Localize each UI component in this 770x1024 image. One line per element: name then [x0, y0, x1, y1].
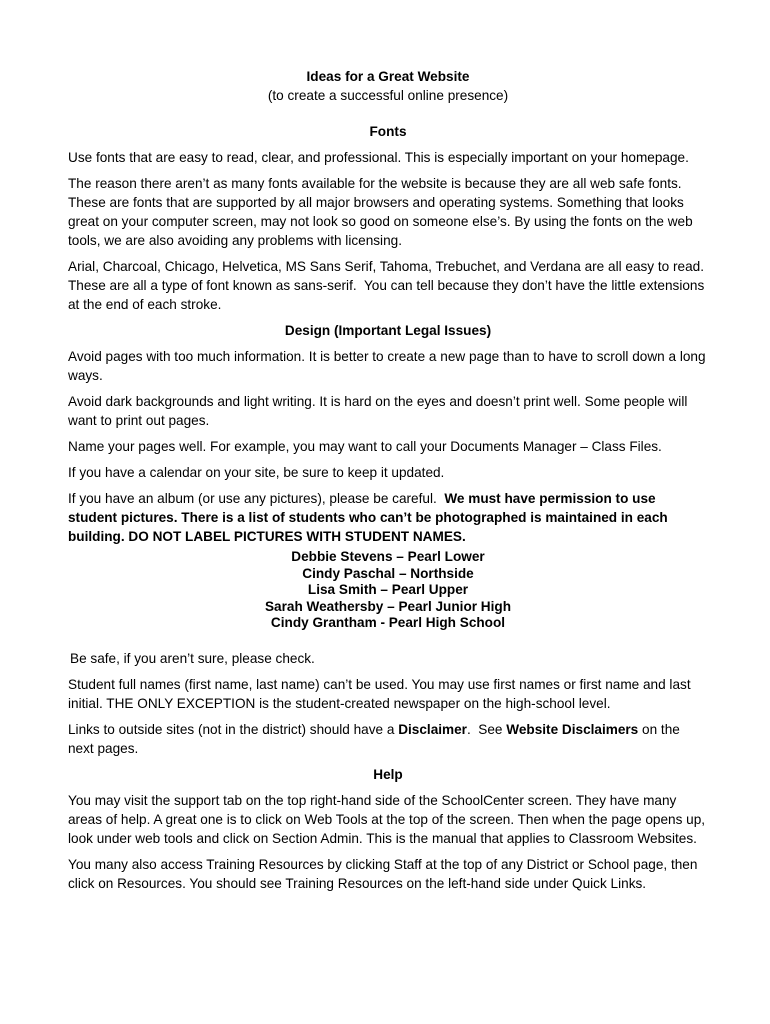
links-disclaimer-paragraph — [68, 720, 708, 758]
contact-entry: Cindy Grantham - Pearl High School — [270, 615, 506, 630]
safe-note: Be safe, if you aren’t sure, please check. — [70, 650, 315, 666]
pictures-caution-text: If you have an album (or use any pictures), please be careful. — [68, 491, 445, 506]
design-paragraph-4: If you have a calendar on your site, be sure to keep it updated. — [68, 465, 445, 480]
design-paragraph-1: Avoid pages with too much information. It is better to create a new page than to have to scroll down a long ways. — [68, 349, 706, 383]
document-body — [68, 67, 719, 900]
help-paragraph-2: You many also access Training Resources by clicking Staff at the top of any District or School page, then click on Resources. You should see Training Resources on the left-hand side under Quick Links. — [68, 856, 698, 891]
disclaimer-term: Disclaimer — [398, 721, 467, 737]
student-names-paragraph: Student full names (first name, last name) can’t be used. You may use first names or first name and last initial. THE ONLY EXCEPTION is the student-created newspaper on the high-school level. — [68, 676, 691, 711]
contact-entry: Sarah Weathersby – Pearl Junior High — [264, 598, 512, 614]
document-title: Ideas for a Great Website — [306, 69, 470, 84]
fonts-heading: Fonts — [369, 124, 407, 139]
links-text-e: on the next pages. — [68, 721, 680, 756]
fonts-paragraph-3: Arial, Charcoal, Chicago, Helvetica, MS Sans Serif, Tahoma, Trebuchet, and Verdana are all easy to read. These are all a type of font known as sans-serif. You can tell because they don’t have the little extensions at the end of each stroke. — [68, 259, 719, 312]
contact-entry: Lisa Smith – Pearl Upper — [307, 582, 469, 597]
document-subtitle: (to create a successful online presence) — [267, 88, 509, 103]
fonts-paragraph-2: The reason there aren’t as many fonts available for the website is because they are all web safe fonts. These are fonts that are supported by all major browsers and operating systems. Something that looks great on your computer screen, may not look so good on someone else’s. By using the fonts on the web tools, we are also avoiding any problems with licensing. — [68, 176, 693, 248]
contact-entry: Cindy Paschal – Northside — [302, 565, 474, 581]
design-paragraph-2: Avoid dark backgrounds and light writing. It is hard on the eyes and doesn’t print well. Some people will want to print out pages. — [68, 394, 688, 428]
help-paragraph-1: You may visit the support tab on the top right-hand side of the SchoolCenter screen. They have many areas of help. A great one is to click on Web Tools at the top of the screen. Then when the page opens up, look under web tools and click on Section Admin. This is the manual that applies to Classroom Websites. — [68, 792, 706, 846]
pictures-permission-notice: We must have permission to use student pictures. There is a list of students who can’t be photographed is maintained in each building. DO NOT LABEL PICTURES WITH STUDENT NAMES. — [68, 491, 668, 544]
help-heading: Help — [373, 766, 403, 782]
website-disclaimers-term: Website Disclaimers — [506, 721, 639, 737]
contact-entry: Debbie Stevens – Pearl Lower — [291, 549, 485, 564]
design-paragraph-3: Name your pages well. For example, you may want to call your Documents Manager – Class Files. — [68, 439, 662, 454]
design-paragraph-5 — [68, 489, 708, 546]
design-heading: Design (Important Legal Issues) — [284, 323, 492, 338]
building-contacts-list — [68, 549, 708, 632]
fonts-paragraph-1: Use fonts that are easy to read, clear, and professional. This is especially important on your homepage. — [68, 150, 689, 165]
links-text-a: Links to outside sites (not in the district) should have a — [68, 721, 399, 737]
links-text-c: . See — [466, 721, 507, 737]
